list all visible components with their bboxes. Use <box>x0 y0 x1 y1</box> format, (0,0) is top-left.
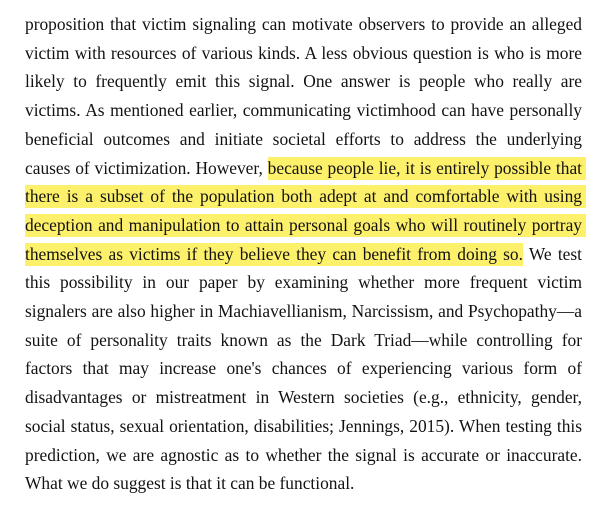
text-column <box>25 10 587 498</box>
paragraph-segment-plain-trailing: We test this possibility in our paper by examining whether more frequent victim signalers are also higher in Machiavellianism, Narcissism, and Psychopathy—a suite of personality traits known as the Dark Triad—while controlling for factors that may increase one's chances of experiencing various form of disadvantages or mistreatment in Western societies (e.g., ethnicity, gender, social status, sexual orientation, disabilities; Jennings, 2015). When testing this prediction, we are agnostic as to whether the signal is accurate or inaccurate. What we do suggest is that it can be functional. <box>25 243 587 494</box>
highlighted-passage: because people lie, it is entirely possible that there is a subset of the population both adept at and comfortable with using deception and manipulation to attain personal goals who will routinely portray themselves as victims if they believe they can benefit from doing so. <box>25 157 587 264</box>
body-paragraph <box>25 10 587 498</box>
paragraph-segment-plain-leading: proposition that victim signaling can motivate observers to provide an alleged victim with resources of various kinds. A less obvious question is who is more likely to frequently emit this signal. One answer is people who really are victims. As mentioned earlier, communicating victimhood can have personally beneficial outcomes and initiate societal efforts to address the underlying causes of victimization. However, <box>25 14 587 178</box>
